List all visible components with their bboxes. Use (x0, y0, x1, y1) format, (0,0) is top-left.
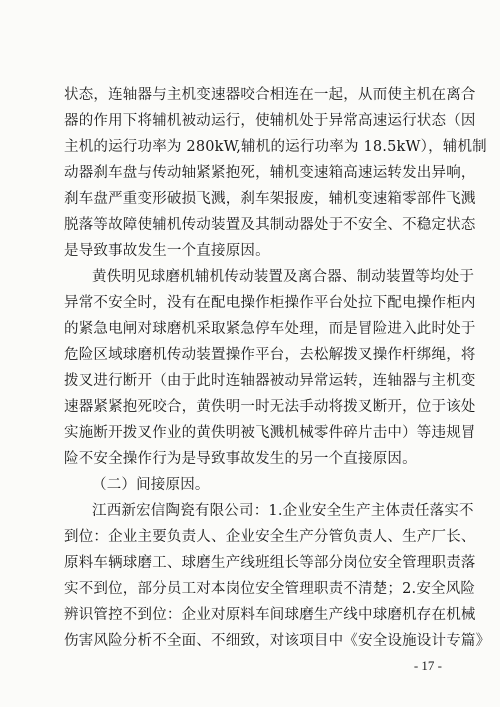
section-heading: （二）间接原因。 (92, 477, 210, 493)
text-line: 险不安全操作行为是导致事故发生的另一个直接原因。 (64, 451, 417, 467)
text-line: 器的作用下将辅机被动运行，使辅机处于异常高速运行状态（因 (64, 113, 476, 129)
text-line: 实不到位，部分员工对本岗位安全管理职责不清楚；2.安全风险 (64, 581, 476, 597)
paragraph-start-line: 江西新宏信陶瓷有限公司：1.企业安全生产主体责任落实不 (92, 503, 474, 519)
text-line: 异常不安全时，没有在配电操作柜操作平台处拉下配电操作柜内 (64, 295, 476, 311)
paragraph-start-line: 黄佚明见球磨机辅机传动装置及离合器、制动装置等均处于 (92, 269, 475, 285)
text-line: 危险区域球磨机传动装置操作平台，去松解拨叉操作杆绑绳，将 (64, 347, 476, 363)
page-number: - 17 - (413, 658, 442, 673)
text-line: 实施断开拨叉作业的黄佚明被飞溅机械零件碎片击中）等违规冒 (64, 425, 476, 441)
text-line: 脱落等故障使辅机传动装置及其制动器处于不安全、不稳定状态 (64, 217, 476, 233)
text-line: 辨识管控不到位：企业对原料车间球磨生产线中球磨机存在机械 (64, 607, 476, 623)
text-line: 到位：企业主要负责人、企业安全生产分管负责人、生产厂长、 (64, 529, 476, 545)
text-line: 主机的运行功率为 280kW,辅机的运行功率为 18.5kW），辅机制 (64, 139, 487, 155)
text-line: 的紧急电闸对球磨机采取紧急停车处理，而是冒险进入此时处于 (64, 321, 476, 337)
text-line: 伤害风险分析不全面、不细致，对该项目中《安全设施设计专篇》 (64, 633, 491, 649)
text-line: 状态，连轴器与主机变速器咬合相连在一起，从而使主机在离合 (64, 87, 476, 103)
text-line: 刹车盘严重变形破损飞溅，刹车架报废，辅机变速箱零部件飞溅 (64, 191, 476, 207)
text-line: 速器紧紧抱死咬合，黄佚明一时无法手动将拨叉断开，位于该处 (64, 399, 476, 415)
text-line: 动器刹车盘与传动轴紧紧抱死，辅机变速箱高速运转发出异响， (64, 165, 476, 181)
text-line: 是导致事故发生一个直接原因。 (64, 243, 270, 259)
text-line: 拨叉进行断开（由于此时连轴器被动异常运转，连轴器与主机变 (64, 373, 476, 389)
text-line: 原料车辆球磨工、球磨生产线班组长等部分岗位安全管理职责落 (64, 555, 476, 571)
body-text (64, 82, 491, 654)
